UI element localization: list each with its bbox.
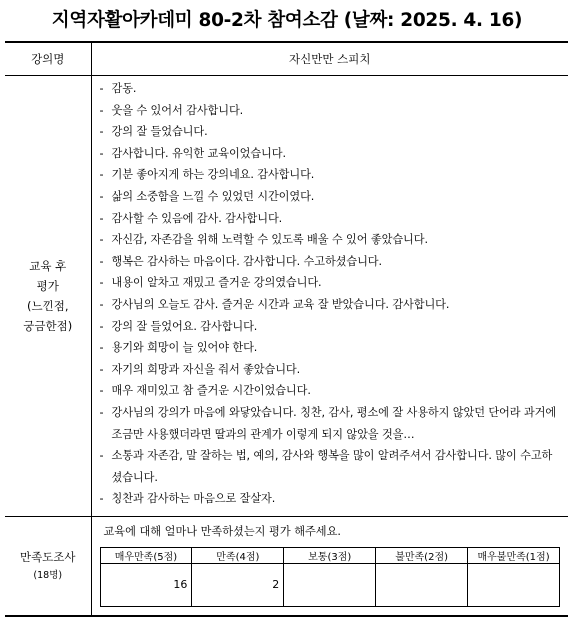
rating-header: 보통(3점) — [284, 547, 376, 563]
satisfaction-row — [5, 516, 568, 616]
feedback-item: - 내용이 알차고 재밌고 즐거운 강의였습니다. — [100, 272, 563, 294]
lecture-name-value: 자신만만 스피치 — [91, 42, 568, 76]
satisfaction-question: 교육에 대해 얼마나 만족하셨는지 평가 해주세요. — [103, 524, 341, 538]
feedback-item: - 감사할 수 있음에 감사. 감사합니다. — [100, 208, 563, 230]
feedback-item: - 삶의 소중함을 느낄 수 있었던 시간이였다. — [100, 186, 563, 208]
feedback-label-line: (느낀점, — [27, 298, 69, 313]
rating-value: 2 — [192, 563, 284, 606]
feedback-item: - 감동. — [100, 78, 563, 100]
survey-table — [5, 41, 568, 617]
feedback-item: - 감사합니다. 유익한 교육이었습니다. — [100, 143, 563, 165]
feedback-list — [100, 78, 563, 510]
feedback-item: - 용기와 희망이 늘 있어야 한다. — [100, 337, 563, 359]
rating-value — [468, 563, 560, 606]
feedback-item: - 소통과 자존감, 말 잘하는 법, 예의, 감사와 행복을 많이 알려주셔서 감사합니다. 많이 수고하셨습니다. — [100, 445, 563, 488]
respondent-count: (18명) — [33, 569, 63, 581]
feedback-item: - 칭찬과 감사하는 마음으로 잘살자. — [100, 488, 563, 510]
rating-header: 매우만족(5점) — [100, 547, 192, 563]
satisfaction-cell — [91, 516, 568, 616]
feedback-item: - 강사님의 강의가 마음에 와닿았습니다. 칭찬, 감사, 평소에 잘 사용하지 않았던 단어라 과거에 조금만 사용했더라면 딸과의 관계가 이렇게 되지 않았을 것을… — [100, 402, 563, 445]
feedback-item: - 매우 재미있고 참 즐거운 시간이었습니다. — [100, 380, 563, 402]
feedback-item: - 자신감, 자존감을 위해 노력할 수 있도록 배울 수 있어 좋았습니다. — [100, 229, 563, 251]
header-row — [5, 42, 568, 76]
feedback-label-line: 교육 후 — [29, 258, 67, 273]
feedback-item: - 웃을 수 있어서 감사합니다. — [100, 100, 563, 122]
rating-header: 매우불만족(1점) — [468, 547, 560, 563]
feedback-item: - 기분 좋아지게 하는 강의네요. 감사합니다. — [100, 164, 563, 186]
feedback-item: - 강의 잘 들었습니다. — [100, 121, 563, 143]
feedback-label-line: 궁금한점) — [23, 318, 73, 333]
rating-header-row — [100, 547, 560, 563]
feedback-item: - 행복은 감사하는 마음이다. 감사합니다. 수고하셨습니다. — [100, 251, 563, 273]
rating-table — [100, 547, 561, 607]
satisfaction-label-text: 만족도조사 — [19, 549, 76, 564]
satisfaction-label — [5, 516, 91, 616]
rating-value-row — [100, 563, 560, 606]
feedback-list-cell — [91, 76, 568, 517]
rating-value: 16 — [100, 563, 192, 606]
feedback-item: - 강의 잘 들었어요. 감사합니다. — [100, 316, 563, 338]
feedback-item: - 자기의 희망과 자신을 줘서 좋았습니다. — [100, 359, 563, 381]
feedback-label-line: 평가 — [36, 278, 59, 293]
rating-header: 만족(4점) — [192, 547, 284, 563]
feedback-row — [5, 76, 568, 517]
page-title: 지역자활아카데미 80-2차 참여소감 (날짜: 2025. 4. 16) — [51, 10, 523, 31]
feedback-item: - 강사님의 오늘도 감사. 즐거운 시간과 교육 잘 받았습니다. 감사합니다. — [100, 294, 563, 316]
rating-header: 불만족(2점) — [376, 547, 468, 563]
rating-value — [284, 563, 376, 606]
rating-value — [376, 563, 468, 606]
feedback-label — [5, 76, 91, 517]
lecture-name-label: 강의명 — [5, 42, 91, 76]
